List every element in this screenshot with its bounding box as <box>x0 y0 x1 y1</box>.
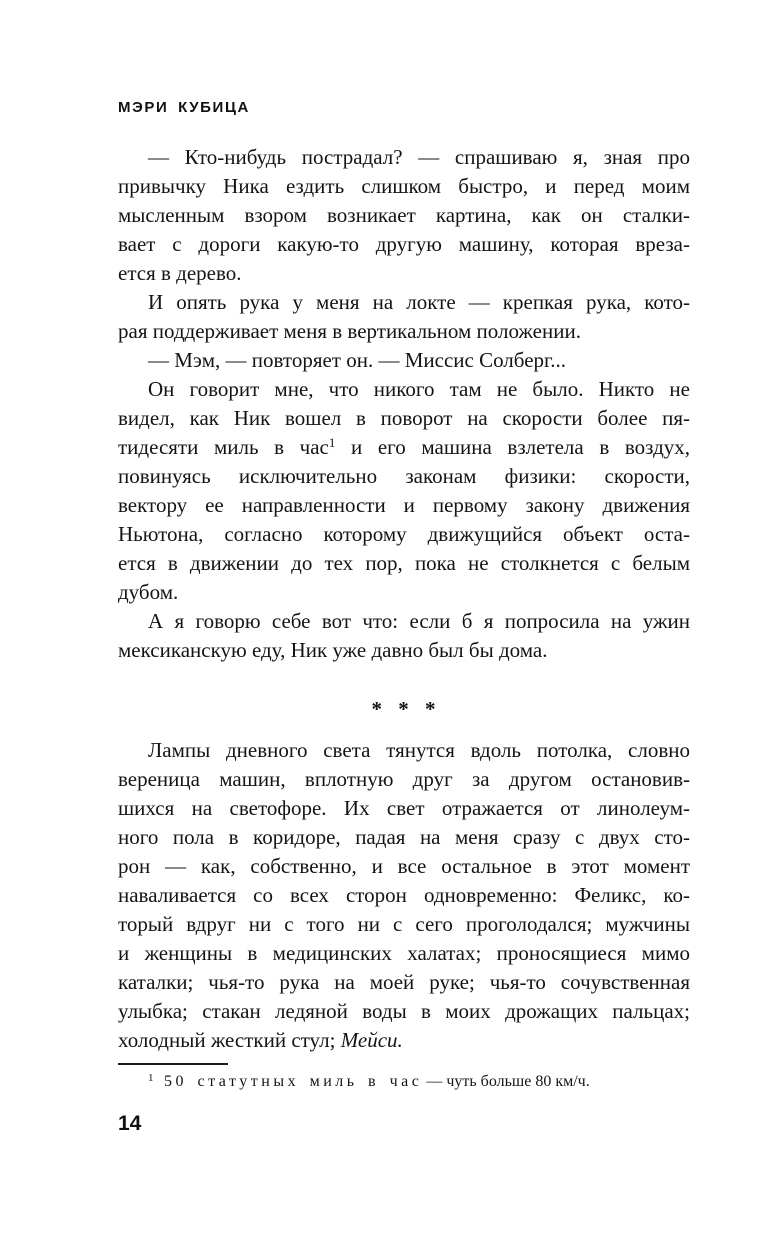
footnote-marker: 1 <box>148 1072 154 1084</box>
text-line: улыбка; стакан ледяной воды в моих дрожащих пальцах; <box>118 999 690 1023</box>
text-line: ного пола в коридоре, падая на меня сразу с двух сто- <box>118 825 690 849</box>
text-line: мексиканскую еду, Ник уже давно был бы дома. <box>118 638 548 662</box>
text-line: ется в дерево. <box>118 261 242 285</box>
text-line: и женщины в медицинских халатах; проносящиеся мимо <box>118 941 690 965</box>
footnote-spaced-text: 50 статутных миль в час <box>153 1073 423 1090</box>
body-block-2 <box>118 736 690 1055</box>
text-line: — Мэм, — повторяет он. — Миссис Солберг... <box>148 348 567 372</box>
text-line: повинуясь исключительно законам физики: скорости, <box>118 464 690 488</box>
text-segment: холодный жесткий стул; <box>118 1028 341 1052</box>
text-line <box>118 1026 690 1055</box>
text-line: рон — как, собственно, и все остальное в этот момент <box>118 854 690 878</box>
text-line: мысленным взором возникает картина, как он сталки- <box>118 203 690 227</box>
text-line: А я говорю себе вот что: если б я попросила на ужин <box>148 609 690 633</box>
text-line: наваливается со всех сторон одновременно: Феликс, ко- <box>118 883 690 907</box>
section-separator: * * * <box>371 697 437 721</box>
footnote-ref: 1 <box>328 435 336 450</box>
text-line: Он говорит мне, что никого там не было. Никто не <box>148 377 690 401</box>
text-line: — Кто-нибудь пострадал? — спрашиваю я, зная про <box>148 145 690 169</box>
text-segment: и его машина взлетела в воздух, <box>335 435 690 459</box>
text-line <box>118 433 690 462</box>
text-line: рая поддерживает меня в вертикальном положении. <box>118 319 581 343</box>
text-line: вереница машин, вплотную друг за другом остановив- <box>118 767 690 791</box>
text-line: Ньютона, согласно которому движущийся объект оста- <box>118 522 690 546</box>
running-header: МЭРИ КУБИЦА <box>118 99 250 116</box>
text-line: вает с дороги какую-то другую машину, которая вреза- <box>118 232 690 256</box>
text-line: Лампы дневного света тянутся вдоль потолка, словно <box>148 738 690 762</box>
footnote <box>118 1072 690 1092</box>
text-segment: тидесяти миль в час <box>118 435 329 459</box>
text-line: И опять рука у меня на локте — крепкая рука, кото- <box>148 290 690 314</box>
footnote-rule <box>118 1063 228 1065</box>
footnote-rest-text: — чуть больше 80 км/ч. <box>422 1073 590 1090</box>
text-line: каталки; чья-то рука на моей руке; чья-то сочувственная <box>118 970 690 994</box>
italic-name: Мейси. <box>340 1028 403 1052</box>
page-number: 14 <box>118 1112 142 1135</box>
text-line: ется в движении до тех пор, пока не столкнется с белым <box>118 551 690 575</box>
text-line: видел, как Ник вошел в поворот на скорости более пя- <box>118 406 690 430</box>
text-line: вектору ее направленности и первому закону движения <box>118 493 690 517</box>
body-block-1 <box>118 143 690 665</box>
text-line: шихся на светофоре. Их свет отражается от линолеум- <box>118 796 690 820</box>
text-line: привычку Ника ездить слишком быстро, и перед моим <box>118 174 690 198</box>
text-line: торый вдруг ни с того ни с сего проголодался; мужчины <box>118 912 690 936</box>
text-line: дубом. <box>118 580 179 604</box>
